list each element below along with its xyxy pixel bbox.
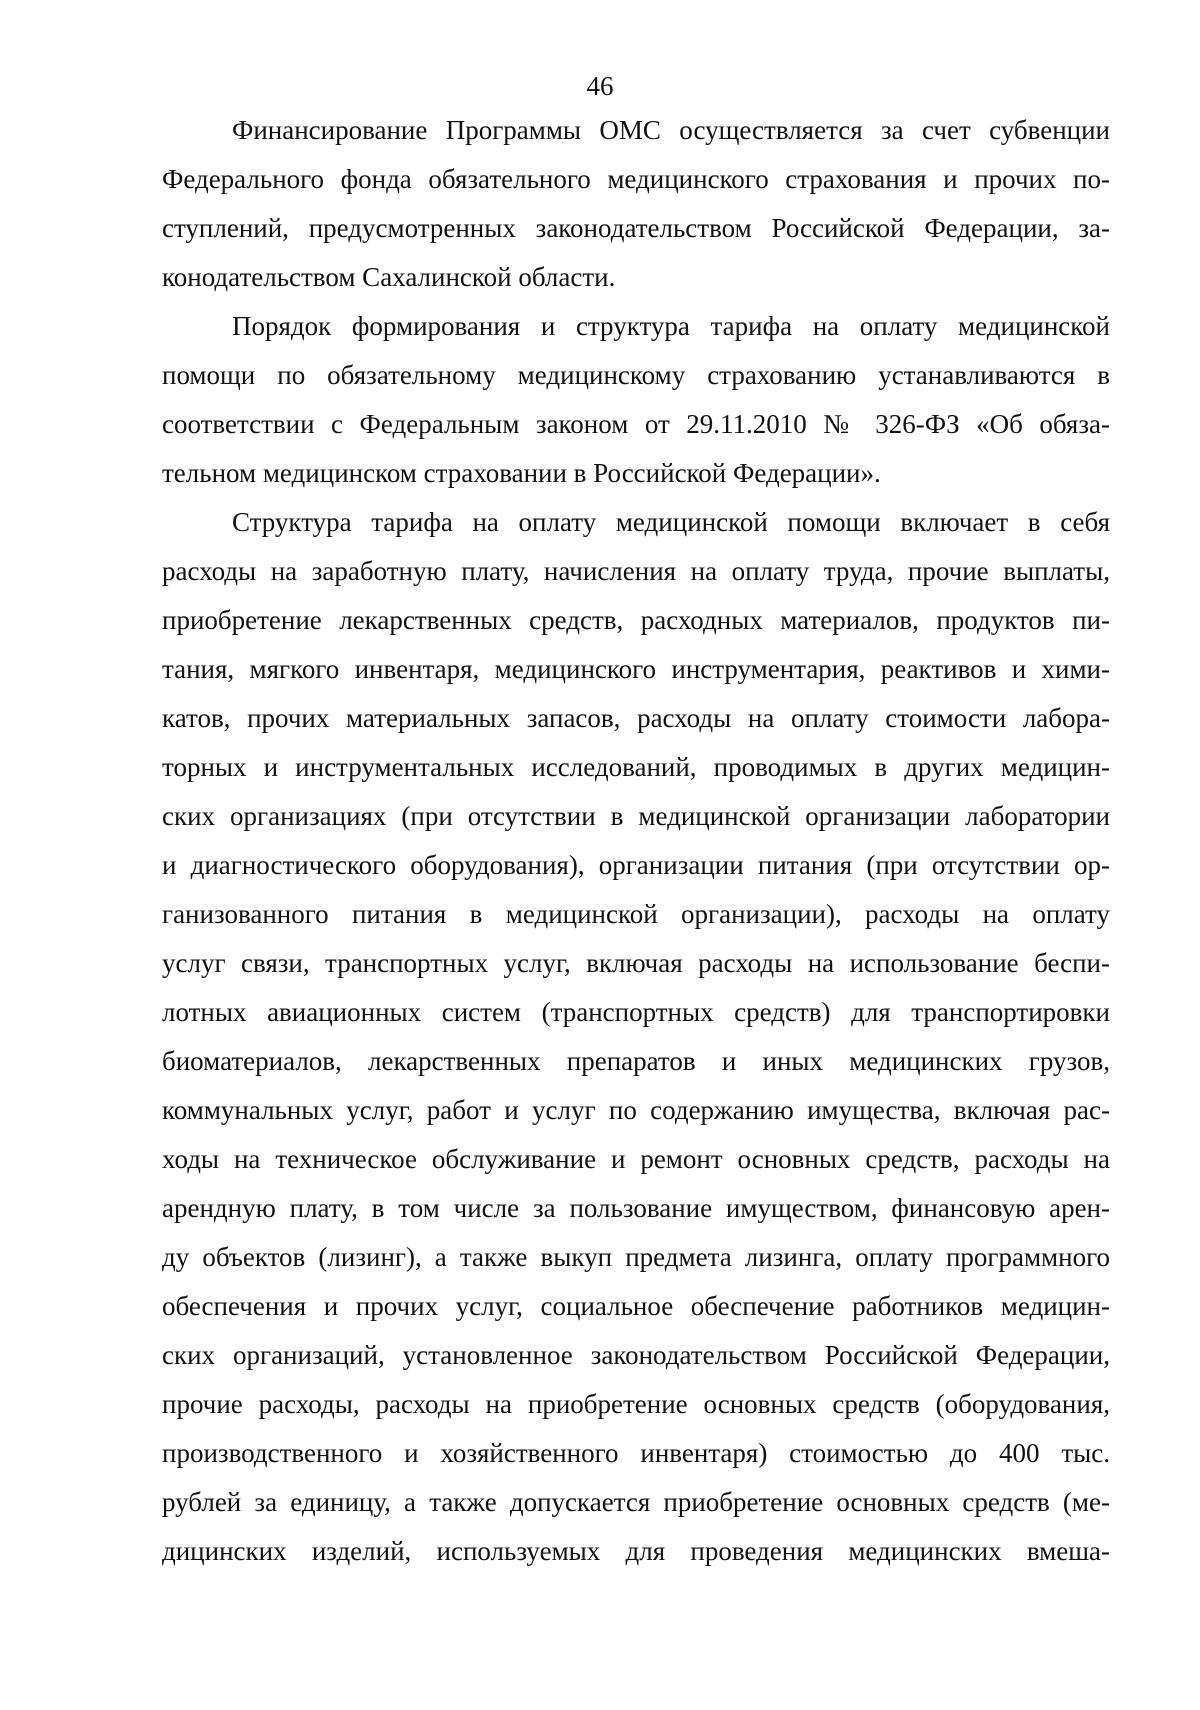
paragraph-1: [162, 106, 1110, 302]
text-line: производственного и хозяйственного инвентаря) стоимостью до 400 тыс.: [162, 1438, 1110, 1468]
text-line: прочие расходы, расходы на приобретение основных средств (оборудования,: [162, 1389, 1110, 1419]
text-line: биоматериалов, лекарственных препаратов и иных медицинских грузов,: [162, 1046, 1110, 1076]
text-line: ских организаций, установленное законодательством Российской Федерации,: [162, 1340, 1110, 1370]
text-line: арендную плату, в том числе за пользование имуществом, финансовую арен-: [162, 1193, 1110, 1223]
text-line: обеспечения и прочих услуг, социальное обеспечение работников медицин-: [162, 1291, 1110, 1321]
text-line: Федерального фонда обязательного медицинского страхования и прочих по-: [162, 164, 1110, 194]
text-line: Финансирование Программы ОМС осуществляется за счет субвенции: [232, 115, 1110, 145]
text-line: тельном медицинском страховании в Российской Федерации».: [162, 458, 881, 488]
text-line: Порядок формирования и структура тарифа на оплату медицинской: [232, 311, 1110, 341]
text-line: торных и инструментальных исследований, проводимых в других медицин-: [162, 752, 1110, 782]
text-line: ду объектов (лизинг), а также выкуп предмета лизинга, оплату программного: [162, 1242, 1110, 1272]
text-line: рублей за единицу, а также допускается приобретение основных средств (ме-: [162, 1487, 1110, 1517]
paragraph-2: [162, 302, 1110, 498]
text-line: катов, прочих материальных запасов, расходы на оплату стоимости лабора-: [162, 703, 1110, 733]
text-line: дицинских изделий, используемых для проведения медицинских вмеша-: [162, 1536, 1110, 1566]
text-line: и диагностического оборудования), организации питания (при отсутствии ор-: [162, 850, 1110, 880]
text-line: конодательством Сахалинской области.: [162, 262, 616, 292]
text-line: приобретение лекарственных средств, расходных материалов, продуктов пи-: [162, 605, 1110, 635]
text-line: соответствии с Федеральным законом от 29.11.2010 № 326-ФЗ «Об обяза-: [162, 409, 1110, 439]
paragraph-3: [162, 498, 1110, 1576]
text-line: лотных авиационных систем (транспортных средств) для транспортировки: [162, 997, 1110, 1027]
text-line: ходы на техническое обслуживание и ремонт основных средств, расходы на: [162, 1144, 1110, 1174]
text-line: ступлений, предусмотренных законодательством Российской Федерации, за-: [162, 213, 1110, 243]
text-line: ских организациях (при отсутствии в медицинской организации лаборатории: [162, 801, 1110, 831]
text-line: коммунальных услуг, работ и услуг по содержанию имущества, включая рас-: [162, 1095, 1110, 1125]
text-line: тания, мягкого инвентаря, медицинского инструментария, реактивов и хими-: [162, 654, 1110, 684]
text-line: помощи по обязательному медицинскому страхованию устанавливаются в: [162, 360, 1110, 390]
text-line: расходы на заработную плату, начисления на оплату труда, прочие выплаты,: [162, 556, 1110, 586]
text-line: Структура тарифа на оплату медицинской помощи включает в себя: [232, 507, 1110, 537]
text-line: услуг связи, транспортных услуг, включая расходы на использование беспи-: [162, 948, 1110, 978]
text-line: ганизованного питания в медицинской организации), расходы на оплату: [162, 899, 1110, 929]
page-number: 46: [586, 71, 614, 101]
